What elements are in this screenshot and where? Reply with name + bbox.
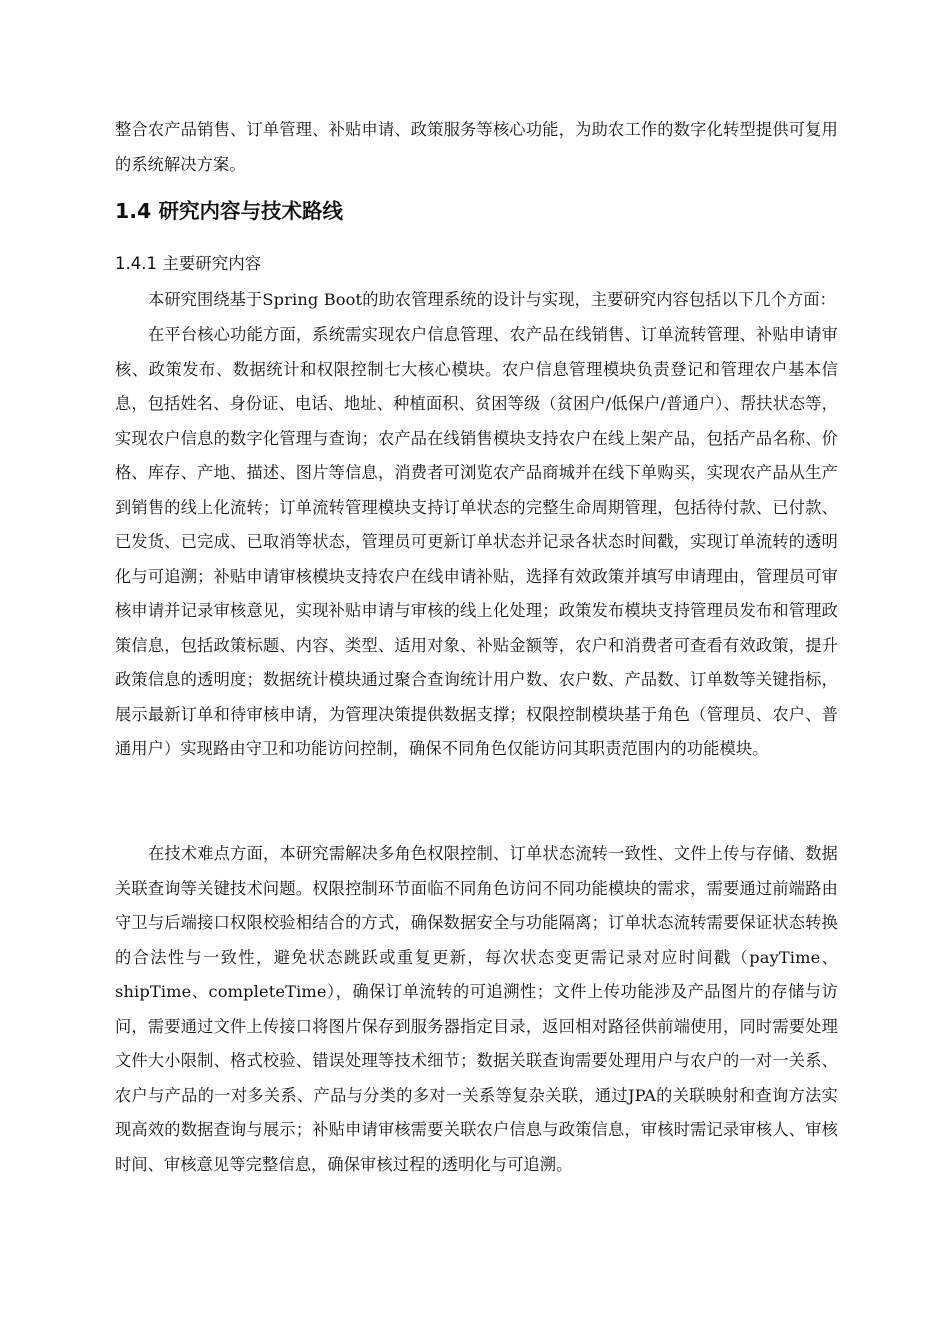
paragraph-research-overview: 本研究围绕基于Spring Boot的助农管理系统的设计与实现，主要研究内容包括以下几个方面： [148, 290, 836, 309]
subsection-heading: 1.4.1 主要研究内容 [115, 254, 262, 273]
paragraph-core-functions: 在平台核心功能方面，系统需实现农户信息管理、农产品在线销售、订单流转管理、补贴申请审核、政策发布、数据统计和权限控制七大核心模块。农户信息管理模块负责登记和管理农户基本信息，包括姓名、身份证、电话、地址、种植面积、贫困等级（贫困户/低保户/普通户）、帮扶状态等，实现农户信息的数字化管理与查询；农产品在线销售模块支持农户在线上架产品，包括产品名称、价格、库存、产地、描述、图片等信息，消费者可浏览农产品商城并在线下单购买，实现农产品从生产到销售的线上化流转；订单流转管理模块支持订单状态的完整生命周期管理，包括待付款、已付款、已发货、已完成、已取消等状态，管理员可更新订单状态并记录各状态时间戳，实现订单流转的透明化与可追溯；补贴申请审核模块支持农户在线申请补贴，选择有效政策并填写申请理由，管理员可审核申请并记录审核意见，实现补贴申请与审核的线上化处理；政策发布模块支持管理员发布和管理政策信息，包括政策标题、内容、类型、适用对象、补贴金额等，农户和消费者可查看有效政策，提升政策信息的透明度；数据统计模块通过聚合查询统计用户数、农户数、产品数、订单数等关键指标，展示最新订单和待审核申请，为管理决策提供数据支撑；权限控制模块基于角色（管理员、农户、普通用户）实现路由守卫和功能访问控制，确保不同角色仅能访问其职责范围内的功能模块。 [115, 325, 838, 758]
paragraph-intro-continuation: 整合农产品销售、订单管理、补贴申请、政策服务等核心功能，为助农工作的数字化转型提供可复用的系统解决方案。 [115, 120, 838, 174]
section-heading: 1.4 研究内容与技术路线 [115, 199, 343, 223]
paragraph-technical-challenges: 在技术难点方面，本研究需解决多角色权限控制、订单状态流转一致性、文件上传与存储、数据关联查询等关键技术问题。权限控制环节面临不同角色访问不同功能模块的需求，需要通过前端路由守卫与后端接口权限校验相结合的方式，确保数据安全与功能隔离；订单状态流转需要保证状态转换的合法性与一致性，避免状态跳跃或重复更新，每次状态变更需记录对应时间戳（payTime、shipTime、completeTime），确保订单流转的可追溯性；文件上传功能涉及产品图片的存储与访问，需要通过文件上传接口将图片保存到服务器指定目录，返回相对路径供前端使用，同时需要处理文件大小限制、格式校验、错误处理等技术细节；数据关联查询需要处理用户与农户的一对一关系、农户与产品的一对多关系、产品与分类的多对一关系等复杂关联，通过JPA的关联映射和查询方法实现高效的数据查询与展示；补贴申请审核需要关联农户信息与政策信息，审核时需记录审核人、审核时间、审核意见等完整信息，确保审核过程的透明化与可追溯。 [115, 844, 838, 1174]
